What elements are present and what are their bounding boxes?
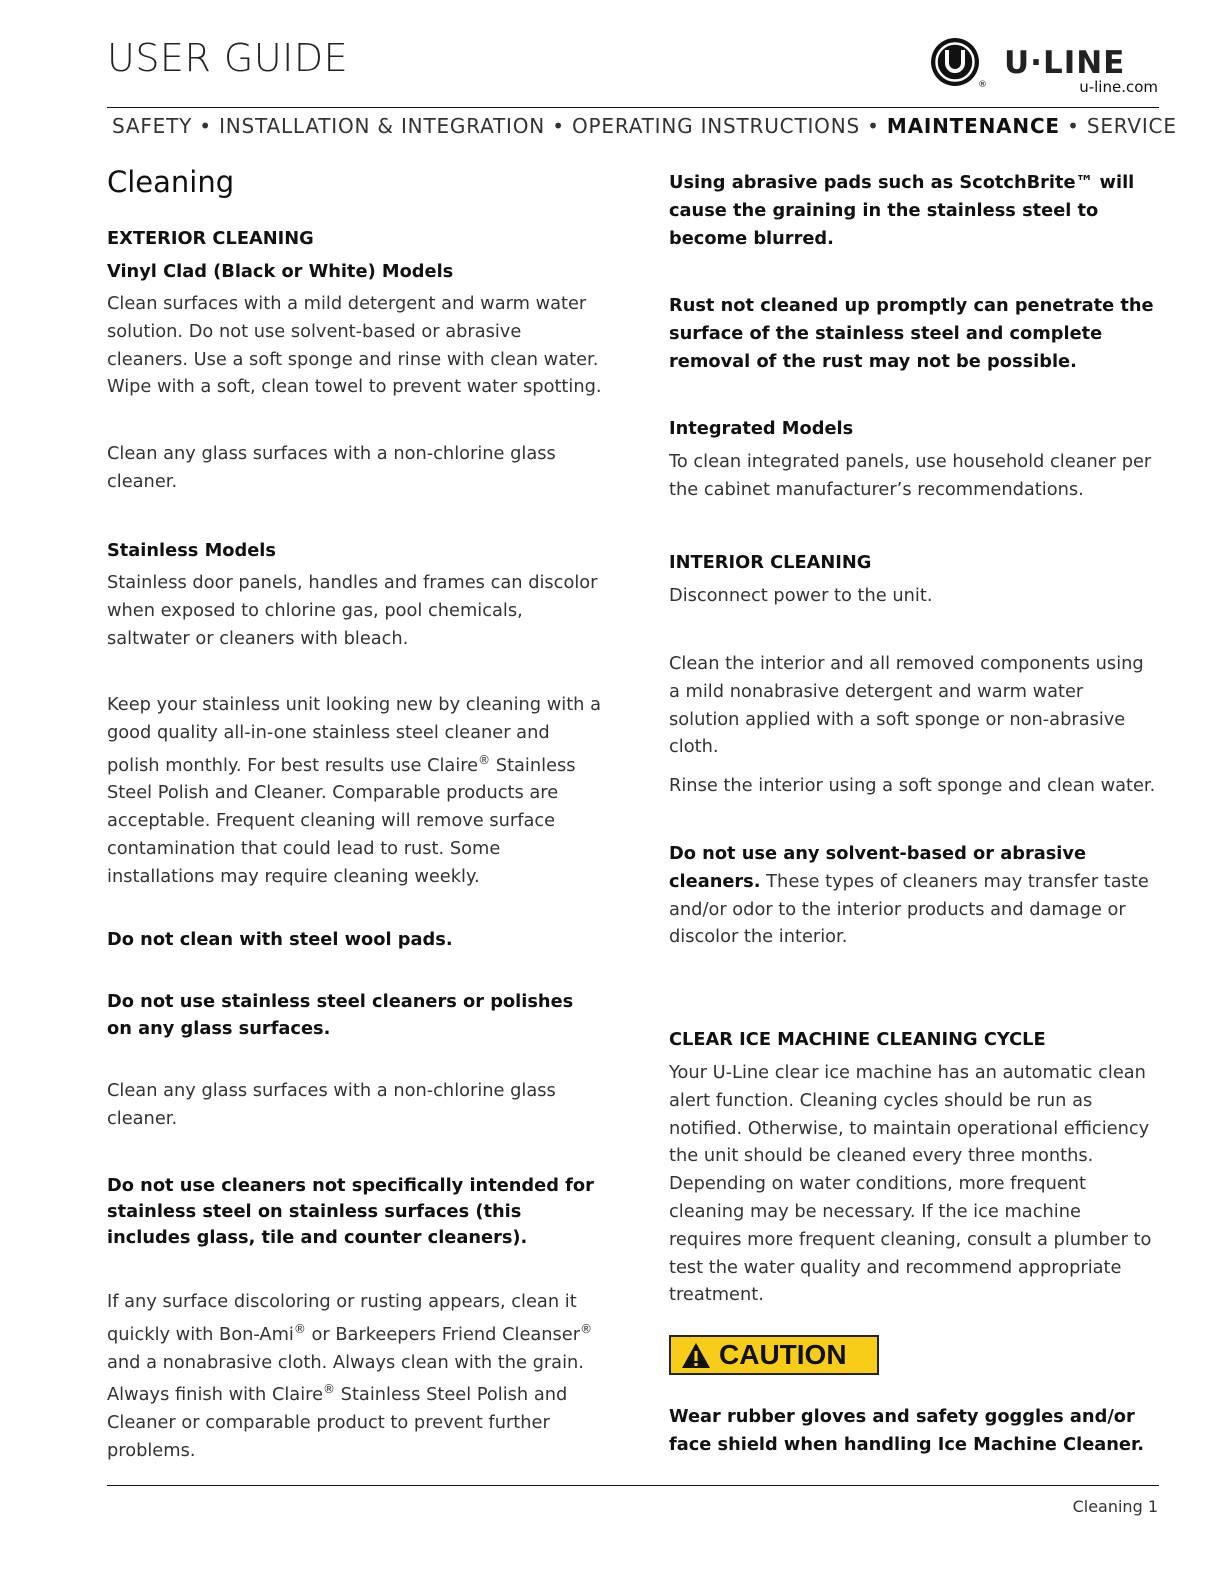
section-nav — [112, 114, 1177, 138]
nav-item-operating: OPERATING INSTRUCTIONS — [571, 114, 860, 138]
rust-paragraph: If any surface discoloring or rusting appears, clean it quickly with Bon-Ami® or Barkeepers Friend Cleanser® and a nonabrasive cloth. Always clean with the grain. Always finish with Claire® Stainless Steel Polish and Cleaner or comparable product to prevent further problems. — [107, 1291, 593, 1461]
header-divider — [107, 107, 1159, 108]
brand-url[interactable]: u-line.com — [1079, 78, 1158, 96]
nav-separator: • — [552, 114, 565, 138]
stainless-models-heading: Stainless Models — [107, 540, 276, 561]
footer-divider — [107, 1485, 1159, 1486]
steel-wool-warning: Do not clean with steel wool pads. — [107, 929, 453, 950]
svg-text:®: ® — [978, 80, 987, 90]
caution-label: CAUTION — [719, 1339, 847, 1370]
rust-warning: Rust not cleaned up promptly can penetrate the surface of the stainless steel and complete removal of the rust may not be possible. — [669, 295, 1154, 372]
ice-machine-paragraph: Your U-Line clear ice machine has an automatic clean alert function. Cleaning cycles should be run as notified. Otherwise, to maintain operational efficiency the unit should be cleaned every three months. Depending on water conditions, more frequent cleaning may be necessary. If the ice machine requires more frequent cleaning, consult a plumber to test the water quality and recommend appropriate treatment. — [669, 1062, 1152, 1306]
page-title: USER GUIDE — [107, 36, 349, 80]
nav-item-installation: INSTALLATION & INTEGRATION — [219, 114, 546, 138]
ice-machine-heading: CLEAR ICE MACHINE CLEANING CYCLE — [669, 1029, 1046, 1050]
unintended-cleaners-warning: Do not use cleaners not specifically intended for stainless steel on stainless surfaces (this includes glass, tile and counter cleaners). — [107, 1175, 594, 1248]
nav-item-maintenance-active: MAINTENANCE — [886, 114, 1060, 138]
vinyl-models-heading: Vinyl Clad (Black or White) Models — [107, 261, 454, 282]
abrasive-pads-warning: Using abrasive pads such as ScotchBrite™ will cause the graining in the stainless steel to become blurred. — [669, 172, 1135, 249]
cleaning-heading: Cleaning — [107, 165, 235, 199]
nav-separator: • — [867, 114, 880, 138]
exterior-cleaning-heading: EXTERIOR CLEANING — [107, 228, 314, 249]
caution-badge — [669, 1335, 879, 1375]
brand-logo — [928, 36, 1164, 96]
vinyl-glass-paragraph: Clean any glass surfaces with a non-chlorine glass cleaner. — [107, 443, 556, 492]
disconnect-power-paragraph: Disconnect power to the unit. — [669, 585, 933, 606]
integrated-paragraph: To clean integrated panels, use household cleaner per the cabinet manufacturer’s recommendations. — [669, 451, 1152, 500]
rinse-paragraph: Rinse the interior using a soft sponge and clean water. — [669, 775, 1156, 796]
vinyl-paragraph: Clean surfaces with a mild detergent and warm water solution. Do not use solvent-based or abrasive cleaners. Use a soft sponge and rinse with clean water. Wipe with a soft, clean towel to prevent water spotting. — [107, 293, 602, 398]
nav-separator: • — [1067, 114, 1080, 138]
interior-clean-paragraph: Clean the interior and all removed components using a mild nonabrasive detergent and warm water solution applied with a soft sponge or non-abrasive cloth. — [669, 653, 1144, 758]
solvent-warning-paragraph: Do not use any solvent-based or abrasive cleaners. These types of cleaners may transfer taste and/or odor to the interior products and damage or discolor the interior. — [669, 843, 1149, 948]
glass-cleaner-paragraph: Clean any glass surfaces with a non-chlorine glass cleaner. — [107, 1080, 556, 1129]
page-number: Cleaning 1 — [1072, 1497, 1158, 1516]
svg-text:U·LINE: U·LINE — [1004, 45, 1126, 81]
caution-text: Wear rubber gloves and safety goggles and/or face shield when handling Ice Machine Cleaner. — [669, 1406, 1144, 1455]
nav-separator: • — [199, 114, 212, 138]
glass-polish-warning: Do not use stainless steel cleaners or polishes on any glass surfaces. — [107, 991, 574, 1039]
stainless-discolor-paragraph: Stainless door panels, handles and frames can discolor when exposed to chlorine gas, pool chemicals, saltwater or cleaners with bleach. — [107, 572, 598, 649]
nav-item-service: SERVICE — [1086, 114, 1177, 138]
interior-cleaning-heading: INTERIOR CLEANING — [669, 552, 872, 573]
stainless-care-paragraph: Keep your stainless unit looking new by cleaning with a good quality all-in-one stainless steel cleaner and polish monthly. For best results use Claire® Stainless Steel Polish and Cleaner. Comparable products are acceptable. Frequent cleaning will remove surface contamination that could lead to rust. Some installations may require cleaning weekly. — [107, 694, 601, 887]
warning-triangle-icon — [681, 1341, 711, 1369]
integrated-models-heading: Integrated Models — [669, 418, 854, 439]
nav-item-safety: SAFETY — [112, 114, 193, 138]
